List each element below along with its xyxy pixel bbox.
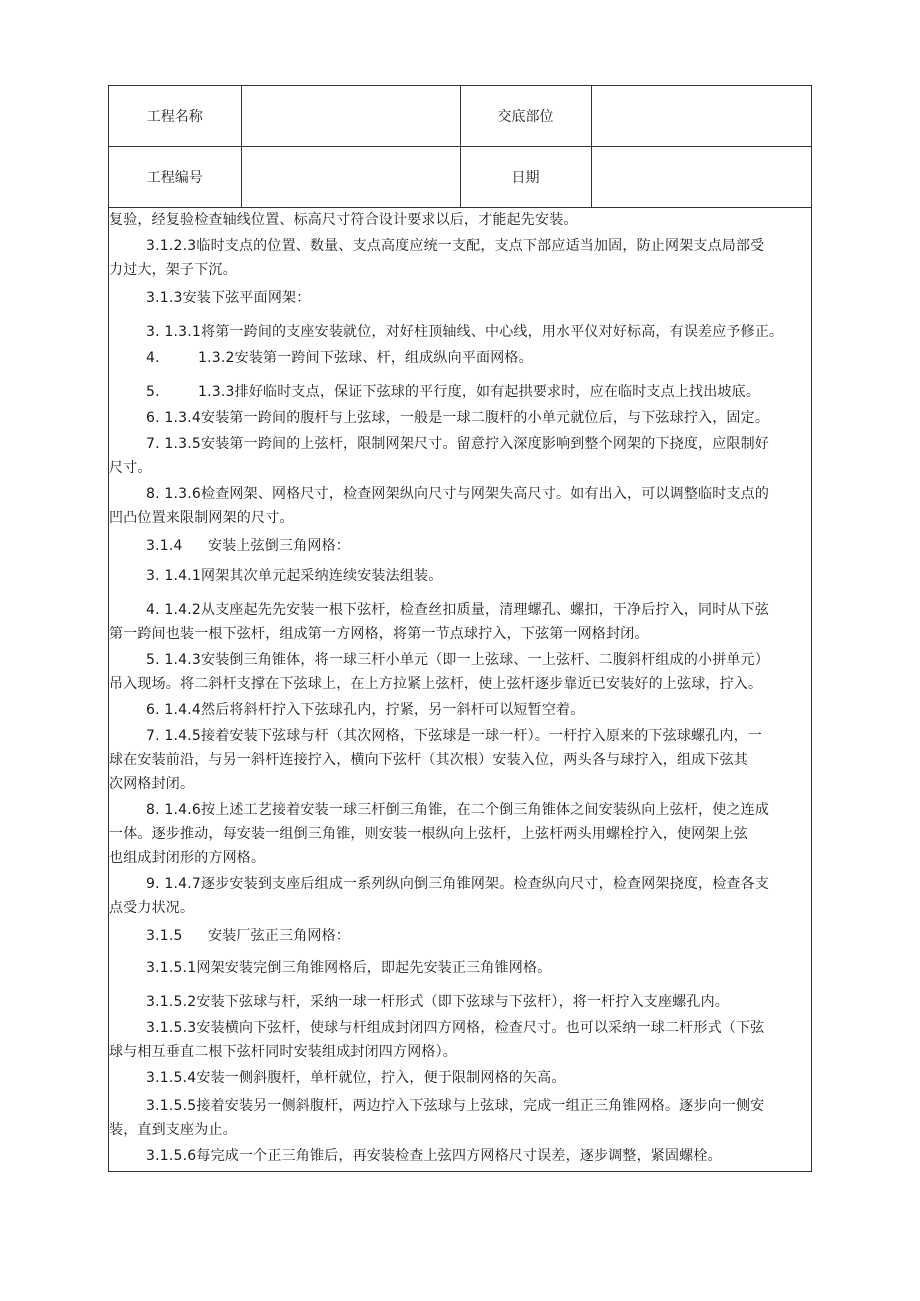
text-line: 6. 1.4.4然后将斜杆拧入下弦球孔内，拧紧，另一斜杆可以短暂空着。 (146, 702, 585, 718)
text-line: 安装上弦倒三角网格： (208, 538, 350, 554)
text-line: 次网格封闭。 (109, 776, 195, 792)
text-line: 3. 1.3.1将第一跨间的支座安装就位，对好柱顶轴线、中心线，用水平仪对好标高，有误差应予修正。 (146, 324, 784, 340)
text-line: 5. (146, 384, 160, 400)
text-line: 3.1.5.5接着安装另一侧斜腹杆，两边拧入下弦球与上弦球，完成一组正三角锥网格。逐步向一侧安 (146, 1098, 765, 1114)
text-line: 力过大，架子下沉。 (109, 262, 237, 278)
text-line: 4. 1.4.2从支座起先先安装一根下弦杆，检查丝扣质量，清理螺孔、螺扣，干净后拧入，同时从下弦 (146, 602, 770, 618)
text-line: 3.1.5.4安装一侧斜腹杆，单杆就位，拧入，便于限制网格的矢高。 (146, 1070, 566, 1086)
text-line: 1.3.3排好临时支点，保证下弦球的平行度，如有起拱要求时，应在临时支点上找出坡底。 (198, 384, 761, 400)
text-line: 1.3.2安装第一跨间下弦球、杆，组成纵向平面网格。 (198, 350, 533, 366)
text-line: 3.1.5.3安装横向下弦杆，使球与杆组成封闭四方网格，检查尺寸。也可以采纳一球二杆形式（下弦 (146, 1020, 765, 1036)
text-line: 安装厂弦正三角网格： (208, 928, 350, 944)
text-line: 3.1.5.6每完成一个正三角锥后，再安装检查上弦四方网格尺寸误差，逐步调整，紧固螺栓。 (146, 1148, 722, 1164)
header-row-1 (109, 86, 811, 147)
date-field[interactable] (591, 147, 811, 208)
text-line: 3.1.5.2安装下弦球与杆，采纳一球一杆形式（即下弦球与下弦杆），将一杆拧入支座螺孔内。 (146, 994, 729, 1010)
text-line: 7. 1.3.5安装第一跨间的上弦杆，限制网架尺寸。留意拧入深度影响到整个网架的下挠度，应限制好 (146, 436, 770, 452)
disclosure-form (108, 85, 812, 1172)
header-row-2 (109, 147, 811, 208)
text-line: 8. 1.4.6按上述工艺接着安装一球三杆倒三角锥，在二个倒三角锥体之间安装纵向上弦杆，使之连成 (146, 802, 770, 818)
text-line: 3. 1.4.1网架其次单元起采纳连续安装法组装。 (146, 568, 443, 584)
text-line: 也组成封闭形的方网格。 (109, 850, 266, 866)
text-line: 球在安装前沿，与另一斜杆连接拧入，横向下弦杆（其次根）安装入位，两头各与球拧入，组成下弦其 (109, 752, 748, 768)
text-line: 凹凸位置来限制网架的尺寸。 (109, 510, 294, 526)
text-line: 3.1.4 (146, 538, 183, 554)
project-number-field[interactable] (241, 147, 460, 208)
text-line: 5. 1.4.3安装倒三角锥体，将一球三杆小单元（即一上弦球、一上弦杆、二腹斜杆组成的小拼单元） (146, 652, 770, 668)
text-line: 点受力状况。 (109, 900, 195, 916)
text-line: 吊入现场。将二斜杆支撑在下弦球上，在上方拉紧上弦杆，使上弦杆逐步靠近已安装好的上弦球，拧入。 (109, 676, 763, 692)
text-line: 3.1.5.1网架安装完倒三角锥网格后，即起先安装正三角锥网格。 (146, 960, 552, 976)
text-line: 9. 1.4.7逐步安装到支座后组成一系列纵向倒三角锥网架。检查纵向尺寸，检查网架挠度，检查各支 (146, 876, 770, 892)
text-line: 装，直到支座为止。 (109, 1122, 237, 1138)
text-line: 第一跨间也装一根下弦杆，组成第一方网格，将第一节点球拧入，下弦第一网格封闭。 (109, 626, 649, 642)
project-number-label: 工程编号 (109, 147, 241, 208)
date-label: 日期 (460, 147, 591, 208)
text-line: 尺寸。 (109, 460, 152, 476)
header-table (109, 86, 811, 208)
text-line: 复验，经复验检查轴线位置、标高尺寸符合设计要求以后，才能起先安装。 (109, 212, 578, 228)
text-line: 3.1.3安装下弦平面网架： (146, 290, 311, 306)
text-line: 7. 1.4.5接着安装下弦球与杆（其次网格，下弦球是一球一杆）。一杆拧入原来的下弦球螺孔内，一 (146, 728, 763, 744)
text-line: 3.1.2.3临时支点的位置、数量、支点高度应统一支配，支点下部应适当加固，防止网架支点局部受 (146, 238, 765, 254)
text-line: 6. 1.3.4安装第一跨间的腹杆与上弦球，一般是一球二腹杆的小单元就位后，与下弦球拧入，固定。 (146, 410, 770, 426)
project-name-label: 工程名称 (109, 86, 241, 147)
text-line: 一体。逐步推动，每安装一组倒三角锥，则安装一根纵向上弦杆，上弦杆两头用螺栓拧入，使网架上弦 (109, 826, 748, 842)
disclosure-part-field[interactable] (591, 86, 811, 147)
text-line: 3.1.5 (146, 928, 183, 944)
disclosure-part-label: 交底部位 (460, 86, 591, 147)
project-name-field[interactable] (241, 86, 460, 147)
text-line: 8. 1.3.6检查网架、网格尺寸，检查网架纵向尺寸与网架失高尺寸。如有出入，可以调整临时支点的 (146, 486, 770, 502)
text-line: 球与相互垂直二根下弦杆同时安装组成封闭四方网格）。 (109, 1044, 457, 1060)
text-line: 4. (146, 350, 160, 366)
